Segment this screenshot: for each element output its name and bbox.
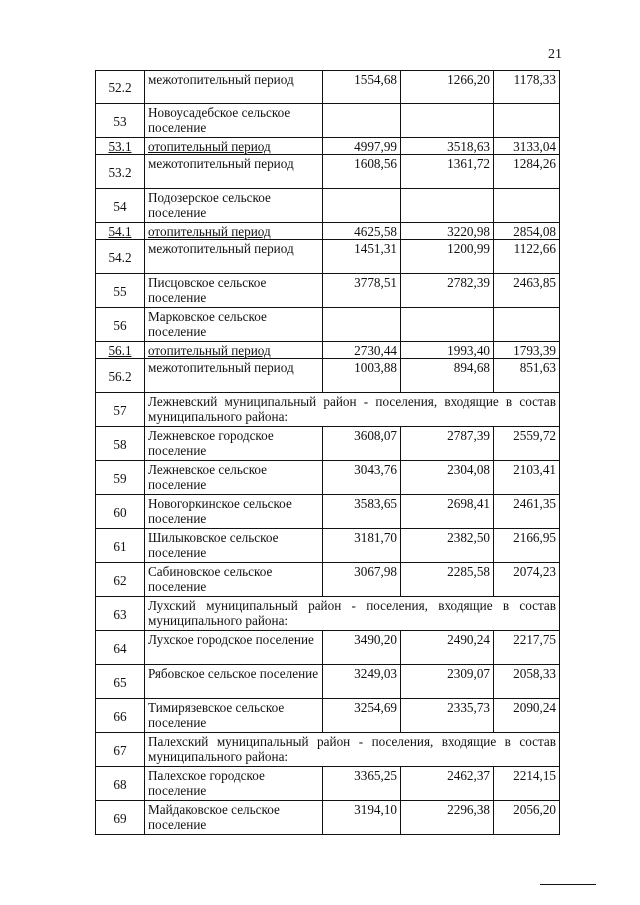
row-value-3: 2214,15 [494, 767, 560, 801]
row-value-3 [494, 308, 560, 342]
row-name: Подозерское сельское поселение [145, 189, 323, 223]
row-value-3: 2461,35 [494, 495, 560, 529]
row-number: 61 [96, 529, 145, 563]
row-number: 54 [96, 189, 145, 223]
row-value-1: 4997,99 [323, 138, 401, 155]
row-name: отопительный период [145, 223, 323, 240]
table-row [96, 801, 560, 835]
row-value-3: 851,63 [494, 359, 560, 393]
row-number: 62 [96, 563, 145, 597]
row-value-2 [401, 189, 494, 223]
table-row [96, 699, 560, 733]
row-number: 53.1 [96, 138, 145, 155]
row-value-1 [323, 189, 401, 223]
table-row [96, 189, 560, 223]
row-value-1: 1608,56 [323, 155, 401, 189]
row-value-2: 2285,58 [401, 563, 494, 597]
row-number: 57 [96, 393, 145, 427]
row-number: 58 [96, 427, 145, 461]
row-name: отопительный период [145, 342, 323, 359]
row-value-1: 3181,70 [323, 529, 401, 563]
tariff-table [95, 70, 560, 835]
row-value-2: 2296,38 [401, 801, 494, 835]
table-row [96, 427, 560, 461]
row-value-3: 2090,24 [494, 699, 560, 733]
row-number: 59 [96, 461, 145, 495]
row-number: 54.2 [96, 240, 145, 274]
row-value-3: 2854,08 [494, 223, 560, 240]
row-value-2: 1361,72 [401, 155, 494, 189]
row-name: Палехское городское поселение [145, 767, 323, 801]
row-name: Марковское сельское поселение [145, 308, 323, 342]
row-value-1: 1554,68 [323, 71, 401, 104]
row-value-1: 1003,88 [323, 359, 401, 393]
row-number: 65 [96, 665, 145, 699]
row-value-2: 2462,37 [401, 767, 494, 801]
row-number: 56.1 [96, 342, 145, 359]
row-value-2: 2382,50 [401, 529, 494, 563]
row-value-3 [494, 104, 560, 138]
row-name: Писцовское сельское поселение [145, 274, 323, 308]
row-value-3: 2058,33 [494, 665, 560, 699]
row-value-1: 3365,25 [323, 767, 401, 801]
row-name: отопительный период [145, 138, 323, 155]
row-value-2: 1993,40 [401, 342, 494, 359]
row-value-1: 3608,07 [323, 427, 401, 461]
row-value-2: 3220,98 [401, 223, 494, 240]
table-row [96, 342, 560, 359]
row-name: межотопительный период [145, 71, 323, 104]
row-value-3: 2103,41 [494, 461, 560, 495]
row-number: 63 [96, 597, 145, 631]
row-value-1 [323, 104, 401, 138]
row-name: межотопительный период [145, 155, 323, 189]
row-value-3: 1178,33 [494, 71, 560, 104]
table-row [96, 71, 560, 104]
row-value-2: 2698,41 [401, 495, 494, 529]
row-value-1: 3043,76 [323, 461, 401, 495]
row-value-2: 894,68 [401, 359, 494, 393]
row-value-3: 1793,39 [494, 342, 560, 359]
row-value-3: 2056,20 [494, 801, 560, 835]
row-name: Майдаковское сельское поселение [145, 801, 323, 835]
row-number: 54.1 [96, 223, 145, 240]
table-row [96, 597, 560, 631]
row-name: Рябовское сельское поселение [145, 665, 323, 699]
row-name: Сабиновское сельское поселение [145, 563, 323, 597]
table-row [96, 240, 560, 274]
row-value-3: 2217,75 [494, 631, 560, 665]
table-row [96, 665, 560, 699]
row-name: Новоусадебское сельское поселение [145, 104, 323, 138]
row-value-2: 2304,08 [401, 461, 494, 495]
row-value-1: 3490,20 [323, 631, 401, 665]
row-value-2: 1200,99 [401, 240, 494, 274]
row-value-1 [323, 308, 401, 342]
row-value-3 [494, 189, 560, 223]
row-value-2: 3518,63 [401, 138, 494, 155]
row-number: 55 [96, 274, 145, 308]
row-number: 64 [96, 631, 145, 665]
row-value-1: 3778,51 [323, 274, 401, 308]
row-value-3: 1284,26 [494, 155, 560, 189]
table-row [96, 223, 560, 240]
row-value-3: 2463,85 [494, 274, 560, 308]
row-name: Лухское городское поселение [145, 631, 323, 665]
row-value-1: 3583,65 [323, 495, 401, 529]
table-row [96, 529, 560, 563]
row-value-3: 3133,04 [494, 138, 560, 155]
footer-divider [540, 884, 596, 885]
row-value-1: 3194,10 [323, 801, 401, 835]
row-number: 53 [96, 104, 145, 138]
row-number: 56.2 [96, 359, 145, 393]
row-value-1: 3249,03 [323, 665, 401, 699]
district-header: Лежневский муниципальный район - поселения, входящие в состав муниципального района: [145, 393, 560, 427]
row-value-2: 2787,39 [401, 427, 494, 461]
district-header: Палехский муниципальный район - поселения, входящие в состав муниципального района: [145, 733, 560, 767]
table-row [96, 138, 560, 155]
row-number: 53.2 [96, 155, 145, 189]
row-value-1: 1451,31 [323, 240, 401, 274]
row-value-1: 2730,44 [323, 342, 401, 359]
row-value-1: 3067,98 [323, 563, 401, 597]
row-value-2: 1266,20 [401, 71, 494, 104]
row-value-1: 3254,69 [323, 699, 401, 733]
row-value-2: 2490,24 [401, 631, 494, 665]
table-row [96, 308, 560, 342]
row-value-3: 2559,72 [494, 427, 560, 461]
row-name: межотопительный период [145, 359, 323, 393]
row-value-3: 2074,23 [494, 563, 560, 597]
row-value-3: 2166,95 [494, 529, 560, 563]
table-row [96, 359, 560, 393]
row-name: Новогоркинское сельское поселение [145, 495, 323, 529]
table-row [96, 155, 560, 189]
table-row [96, 767, 560, 801]
row-name: Шилыковское сельское поселение [145, 529, 323, 563]
page-number: 21 [548, 47, 562, 62]
row-value-2: 2309,07 [401, 665, 494, 699]
district-header: Лухский муниципальный район - поселения, входящие в состав муниципального района: [145, 597, 560, 631]
table-row [96, 631, 560, 665]
row-value-2: 2782,39 [401, 274, 494, 308]
row-number: 60 [96, 495, 145, 529]
row-name: Лежневское сельское поселение [145, 461, 323, 495]
row-number: 56 [96, 308, 145, 342]
row-number: 66 [96, 699, 145, 733]
row-value-2 [401, 104, 494, 138]
table-row [96, 563, 560, 597]
row-number: 68 [96, 767, 145, 801]
table-row [96, 733, 560, 767]
row-number: 69 [96, 801, 145, 835]
row-value-2: 2335,73 [401, 699, 494, 733]
row-name: Лежневское городское поселение [145, 427, 323, 461]
table-row [96, 495, 560, 529]
row-name: межотопительный период [145, 240, 323, 274]
row-name: Тимирязевское сельское поселение [145, 699, 323, 733]
row-value-2 [401, 308, 494, 342]
table-row [96, 104, 560, 138]
row-number: 67 [96, 733, 145, 767]
table-row [96, 274, 560, 308]
row-value-3: 1122,66 [494, 240, 560, 274]
table-row [96, 461, 560, 495]
row-number: 52.2 [96, 71, 145, 104]
row-value-1: 4625,58 [323, 223, 401, 240]
table-row [96, 393, 560, 427]
